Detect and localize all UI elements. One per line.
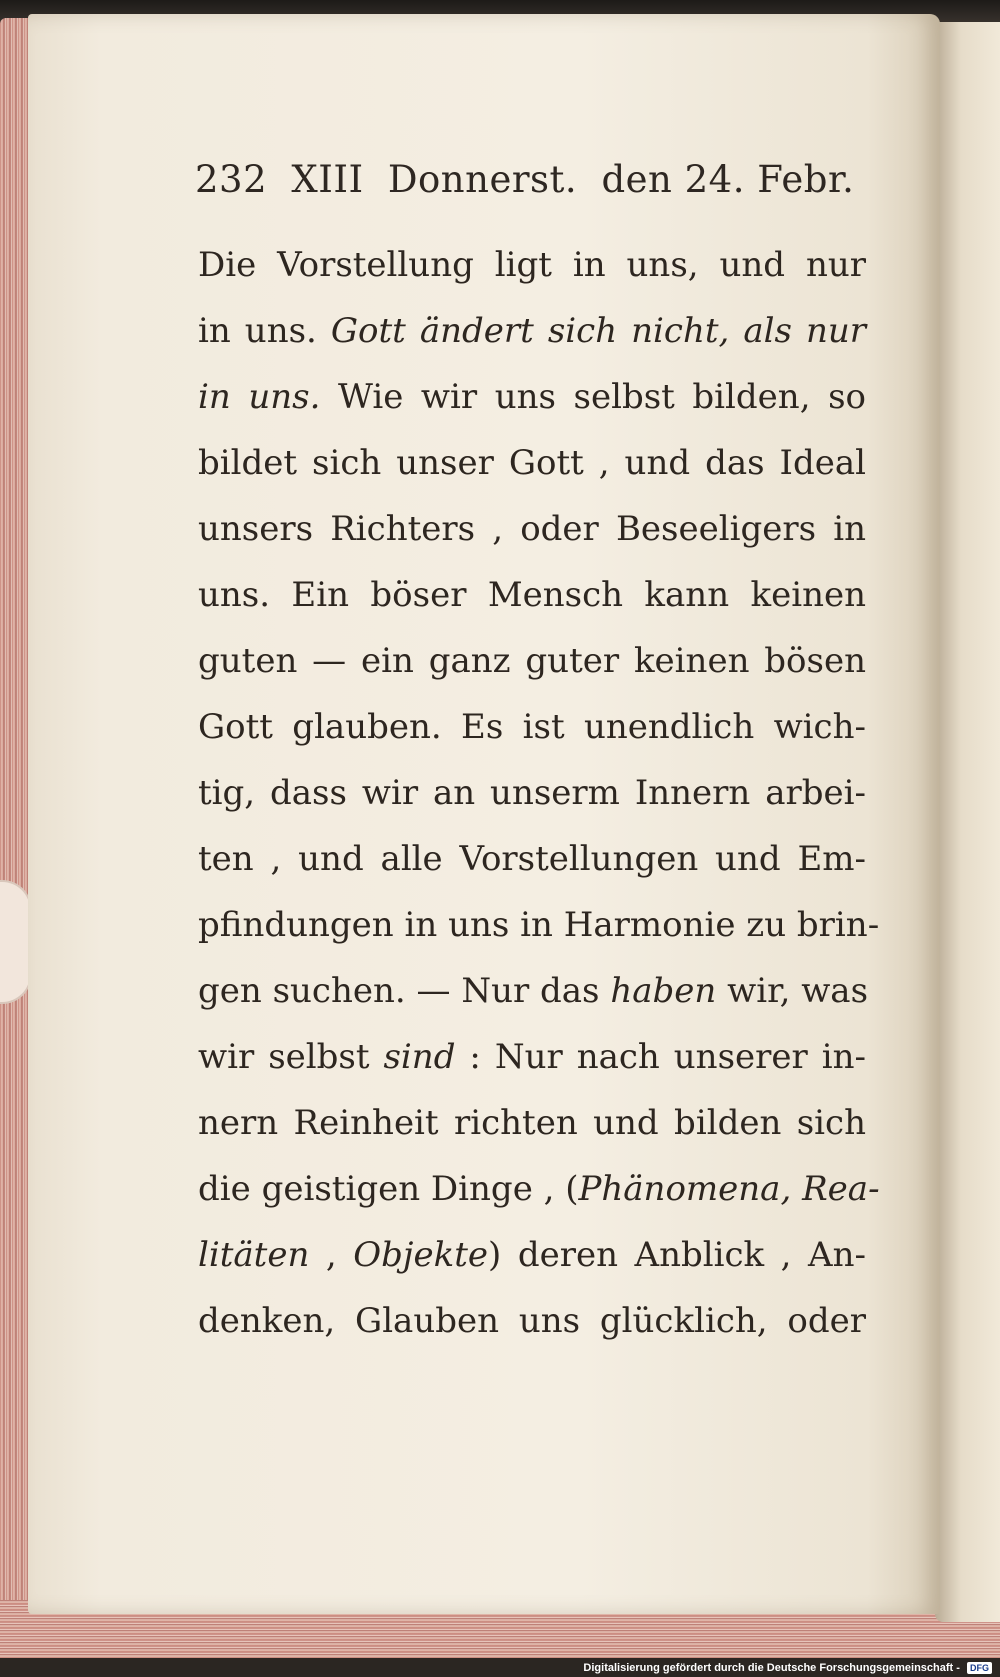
text-line <box>198 694 866 760</box>
text-run: guten — ein ganz guter keinen bösen <box>198 641 866 681</box>
text-run: ) deren Anblick , An- <box>488 1235 866 1275</box>
text-run: Die Vorstellung ligt in uns, und nur <box>198 245 866 285</box>
text-line <box>198 628 866 694</box>
dfg-logo: DFG <box>967 1662 992 1674</box>
text-line <box>198 364 866 430</box>
credit-text: Digitalisierung gefördert durch die Deutsche Forschungsgemeinschaft - <box>583 1662 960 1674</box>
text-line <box>198 298 866 364</box>
text-line <box>198 1288 866 1354</box>
text-line <box>198 430 866 496</box>
text-run: die geistigen Dinge , ( <box>198 1169 579 1209</box>
text-run: : Nur nach unserer in- <box>455 1037 866 1077</box>
text-run: nern Reinheit richten und bilden sich <box>198 1103 866 1143</box>
date-label: den 24. Febr. <box>601 158 855 201</box>
text-run: uns. Ein böser Mensch kann keinen <box>198 575 866 615</box>
text-run: Gott glauben. Es ist unendlich wich- <box>198 707 866 747</box>
italic-run: in uns. <box>198 377 321 417</box>
section-number: XIII <box>291 158 364 201</box>
text-run: wir, was <box>716 971 869 1011</box>
text-line <box>198 1222 866 1288</box>
text-run: pfindungen in uns in Harmonie zu brin- <box>198 905 880 945</box>
italic-run: Phänomena, Rea- <box>578 1169 880 1209</box>
italic-run: haben <box>610 971 717 1011</box>
text-run: unsers Richters , oder Beseeligers in <box>198 509 866 549</box>
text-line <box>198 232 866 298</box>
text-run: bildet sich unser Gott , und das Ideal <box>198 443 866 483</box>
day-label: Donnerst. <box>387 158 578 201</box>
text-line <box>198 958 869 1024</box>
italic-run: Objekte <box>353 1235 488 1275</box>
text-line <box>198 1090 866 1156</box>
italic-run: sind <box>383 1037 456 1077</box>
text-run: Wie wir uns selbst bilden, so <box>320 377 866 417</box>
page-number: 232 <box>195 158 268 201</box>
text-run: tig, dass wir an unserm Innern arbei- <box>198 773 866 813</box>
text-line <box>198 892 880 958</box>
italic-run: litäten <box>198 1235 310 1275</box>
text-line <box>198 562 866 628</box>
text-run: , <box>309 1235 354 1275</box>
text-line <box>198 826 866 892</box>
digitization-credit <box>583 1659 992 1677</box>
facing-page-edge <box>935 22 1000 1622</box>
text-line <box>198 1024 866 1090</box>
text-line <box>198 760 866 826</box>
text-run: denken, Glauben uns glücklich, oder <box>198 1301 866 1341</box>
text-run: wir selbst <box>198 1037 384 1077</box>
text-run: gen suchen. — Nur das <box>198 971 611 1011</box>
text-run: ten , und alle Vorstellungen und Em- <box>198 839 866 879</box>
text-line <box>198 496 866 562</box>
text-run: in uns. <box>198 311 331 351</box>
body-text <box>198 232 880 1354</box>
running-head <box>195 158 875 202</box>
text-line <box>198 1156 880 1222</box>
italic-run: Gott ändert sich nicht, als nur <box>330 311 866 351</box>
